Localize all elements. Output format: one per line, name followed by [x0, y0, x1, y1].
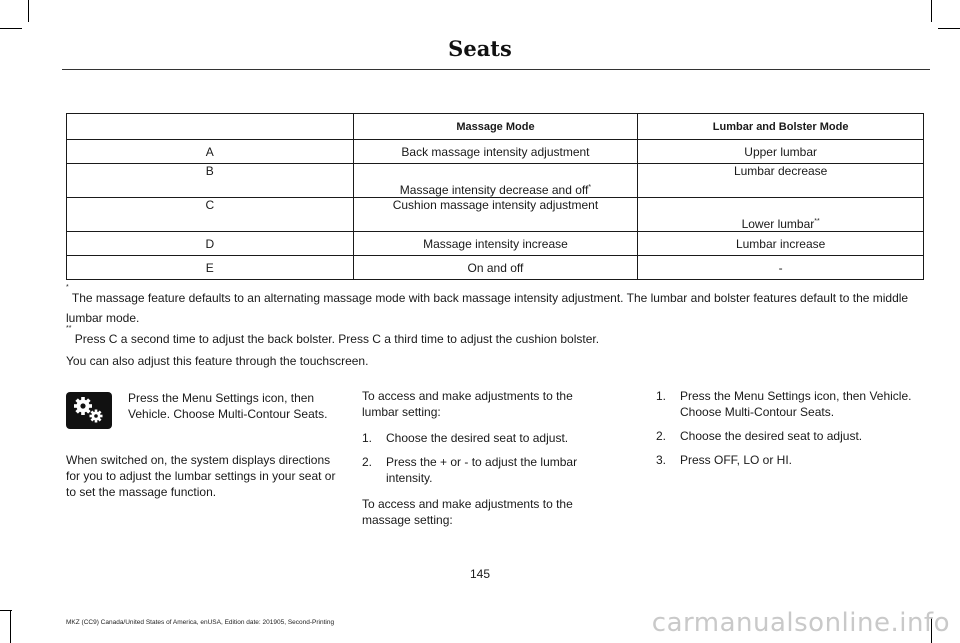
table-header-key [67, 114, 354, 140]
crop-mark [0, 610, 12, 611]
massage-function: Massage intensity increase [353, 232, 638, 256]
table-header-lumbar-bolster-mode: Lumbar and Bolster Mode [638, 114, 924, 140]
list-item: 2. Choose the desired seat to adjust. [656, 429, 863, 443]
footnote [66, 284, 924, 328]
settings-gears-icon [66, 392, 112, 429]
row-key: A [67, 140, 354, 164]
lumbar-function: Lumbar increase [638, 232, 924, 256]
lumbar-function: Lumbar decrease [638, 164, 924, 198]
massage-steps-column [656, 388, 918, 478]
page-number: 145 [469, 567, 491, 581]
lumbar-steps [362, 430, 612, 486]
lumbar-intro: To access and make adjustments to the lumbar setting: [362, 389, 573, 419]
lumbar-function: Lower lumbar** [638, 198, 924, 232]
list-item: 3. Press OFF, LO or HI. [656, 453, 793, 467]
table-row [67, 198, 924, 232]
footnote-marker: ** [814, 218, 820, 225]
row-key: B [67, 164, 354, 198]
row-key: C [67, 198, 354, 232]
lumbar-function: Upper lumbar [638, 140, 924, 164]
massage-function: Back massage intensity adjustment [353, 140, 638, 164]
massage-function: Massage intensity decrease and off* [353, 164, 638, 198]
footnote-text: The massage feature defaults to an alternating massage mode with back massage intensity adjustment. The lumbar and bolster features default to the middle lumbar mode. [66, 291, 909, 325]
list-item: 2. Press the + or - to adjust the lumbar intensity. [362, 455, 578, 485]
header-divider [62, 69, 930, 70]
page-title: Seats [448, 36, 512, 61]
row-key: E [67, 256, 354, 280]
massage-function: On and off [353, 256, 638, 280]
row-key: D [67, 232, 354, 256]
table-header-row [67, 114, 924, 140]
settings-icon-instruction: Press the Menu Settings icon, then Vehicle. Choose Multi-Contour Seats. [128, 391, 328, 421]
massage-intro: To access and make adjustments to the massage setting: [362, 497, 573, 527]
footnote [66, 325, 924, 349]
intro-paragraph: You can also adjust this feature through the touchscreen. [66, 354, 369, 368]
massage-steps [656, 388, 918, 468]
crop-mark [938, 28, 960, 29]
watermark: carmanualsonline.info [651, 608, 950, 638]
massage-function: Cushion massage intensity adjustment [353, 198, 638, 232]
table-row [67, 140, 924, 164]
crop-mark [10, 610, 11, 643]
lumbar-function: - [638, 256, 924, 280]
crop-mark [931, 0, 932, 22]
crop-mark [28, 0, 29, 22]
footnote-marker: * [66, 284, 69, 291]
footnote-marker: ** [66, 325, 72, 332]
crop-mark [0, 28, 22, 29]
table-row [67, 232, 924, 256]
table-row [67, 256, 924, 280]
control-function-table [66, 113, 924, 280]
list-item: 1. Choose the desired seat to adjust. [362, 431, 569, 445]
lumbar-massage-instructions [362, 388, 612, 538]
table-row [67, 164, 924, 198]
system-description: When switched on, the system displays directions for you to adjust the lumbar settings in your seat or to set the massage function. [66, 453, 336, 499]
edition-footer: MKZ (CC9) Canada/United States of America, enUSA, Edition date: 201905, Second-Printing [66, 619, 335, 626]
list-item: 1. Press the Menu Settings icon, then Vehicle. Choose Multi-Contour Seats. [656, 389, 912, 419]
footnote-text: Press C a second time to adjust the back bolster. Press C a third time to adjust the cushion bolster. [74, 332, 600, 346]
table-header-massage-mode: Massage Mode [353, 114, 638, 140]
footnote-marker: * [588, 184, 592, 191]
